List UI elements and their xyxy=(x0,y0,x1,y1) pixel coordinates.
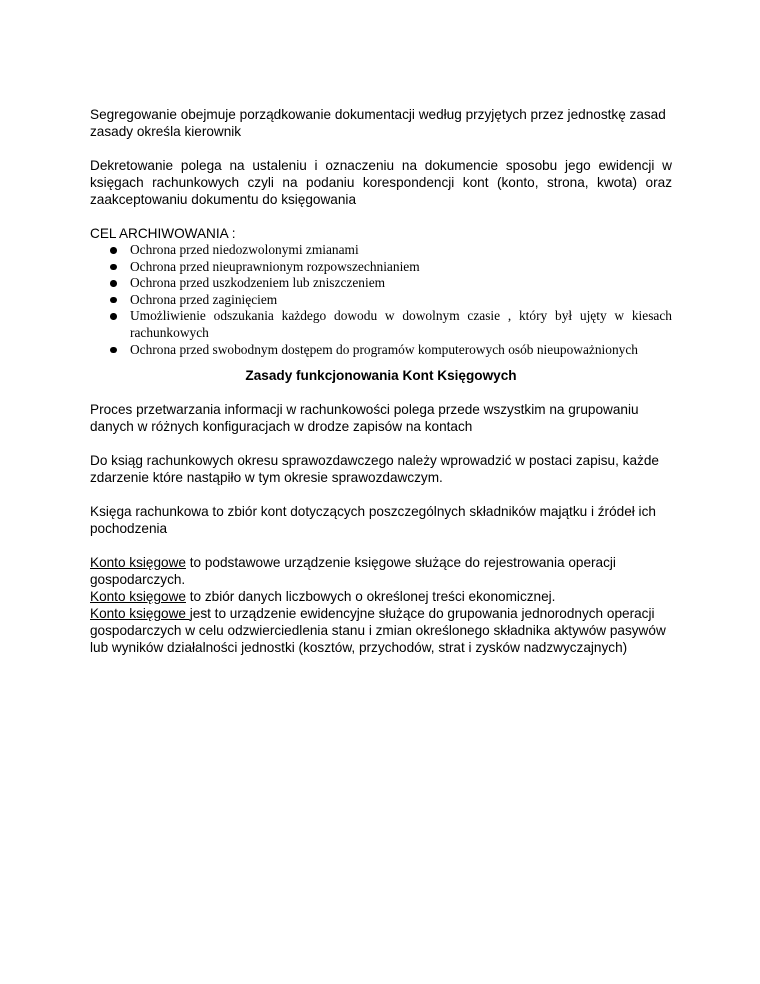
paragraph-ksiegi: Do ksiąg rachunkowych okresu sprawozdawczego należy wprowadzić w postaci zapisu, każde zdarzenie które nastąpiło w tym okresie sprawozdawczym. xyxy=(90,453,659,486)
list-item: Ochrona przed niedozwolonymi zmianami xyxy=(110,242,672,259)
document-page xyxy=(90,106,672,656)
definition-text: to zbiór danych liczbowych o określonej treści ekonomicznej. xyxy=(185,589,556,605)
list-item: Umożliwienie odszukania każdego dowodu w dowolnym czasie , który był ujęty w kiesach rachunkowych xyxy=(110,308,672,341)
definition-text: to podstawowe urządzenie księgowe służące do rejestrowania operacji gospodarczych. xyxy=(90,555,616,588)
list-item: Ochrona przed swobodnym dostępem do programów komputerowych osób nieupoważnionych xyxy=(110,342,672,359)
paragraph-ksiega: Księga rachunkowa to zbiór kont dotyczących poszczególnych składników majątku i źródeł ich pochodzenia xyxy=(90,504,656,537)
archiving-list xyxy=(90,242,672,358)
archiving-title: CEL ARCHIWOWANIA : xyxy=(90,226,236,241)
definition-3 xyxy=(90,605,672,656)
definition-1 xyxy=(90,554,672,588)
list-item: Ochrona przed uszkodzeniem lub zniszczeniem xyxy=(110,275,672,292)
paragraph-proces: Proces przetwarzania informacji w rachunkowości polega przede wszystkim na grupowaniu danych w różnych konfiguracjach w drodze zapisów na kontach xyxy=(90,402,639,435)
list-item: Ochrona przed nieuprawnionym rozpowszechnianiem xyxy=(110,259,672,276)
paragraph-dekretowanie: Dekretowanie polega na ustaleniu i oznaczeniu na dokumencie sposobu jego ewidencji w księgach rachunkowych czyli na podaniu korespondencji kont (konto, strona, kwota) oraz zaakceptowaniu dokumentu do księgowania xyxy=(90,158,672,207)
definition-term: Konto księgowe xyxy=(90,589,186,605)
section-heading: Zasady funkcjonowania Kont Księgowych xyxy=(245,368,517,384)
list-item: Ochrona przed zaginięciem xyxy=(110,292,672,309)
paragraph-segregowanie: Segregowanie obejmuje porządkowanie dokumentacji według przyjętych przez jednostkę zasad zasady określa kierownik xyxy=(90,107,666,139)
definition-term: Konto księgowe xyxy=(90,555,186,571)
definition-text: jest to urządzenie ewidencyjne służące do grupowania jednorodnych operacji gospodarczych w celu odzwierciedlenia stanu i zmian określonego składnika aktywów pasywów lub wyników działalności jednostki (kosztów, przychodów, strat i zysków nadzwyczajnych) xyxy=(90,606,666,656)
definition-term: Konto księgowe xyxy=(90,606,190,622)
definition-2 xyxy=(90,588,672,605)
